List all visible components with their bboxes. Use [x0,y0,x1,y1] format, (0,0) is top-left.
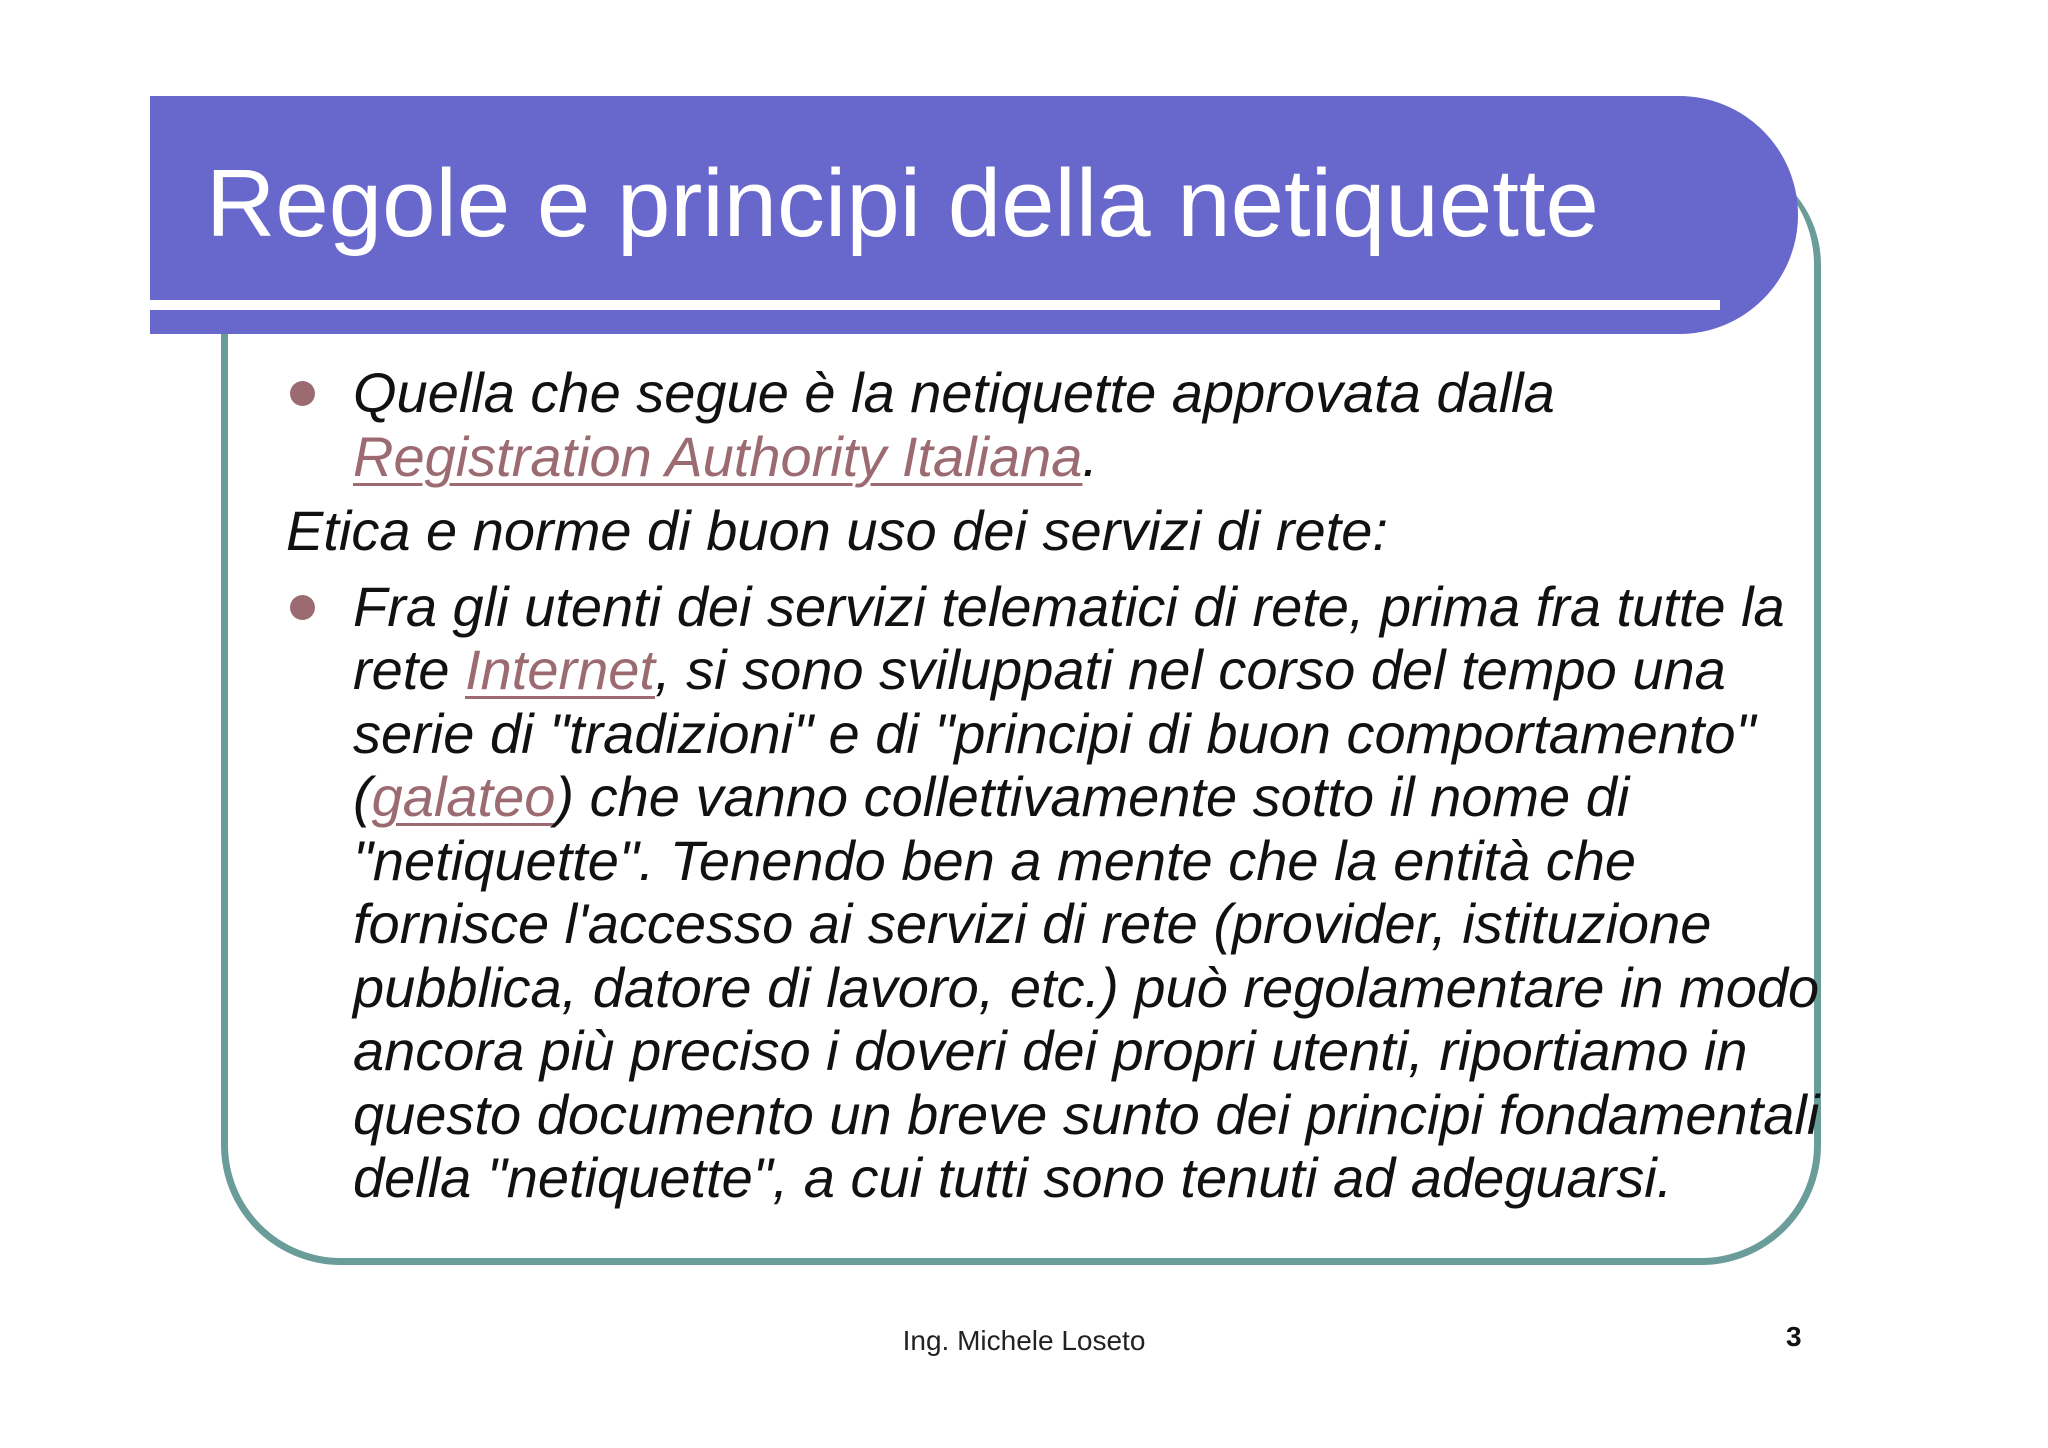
bullet-dot-icon [290,595,315,620]
bullet-text: Quella che segue è la netiquette approvata dalla [353,361,1555,424]
slide-body [286,361,1826,1210]
internet-link[interactable]: Internet [465,638,655,701]
bullet-item [286,361,1826,488]
subheading: Etica e norme di buon uso dei servizi di rete: [286,499,1388,562]
page-number: 3 [1786,1321,1802,1352]
galateo-link[interactable]: galateo [371,765,556,828]
bullet-text: , si sono sviluppati nel corso del tempo una serie di "tradizioni" e di "principi di buon comportamento" ( [353,638,1756,828]
bullet-text: Fra gli utenti dei servizi telematici di rete, prima fra tutte la rete [353,574,1785,701]
footer-author: Ing. Michele Loseto [902,1325,1146,1356]
registration-authority-link[interactable]: Registration Authority Italiana [353,424,1083,488]
title-underline-rule [150,300,1720,310]
slide-title: Regole e principi della netiquette [206,150,1599,257]
bullet-dot-icon [290,381,315,406]
bullet-item [286,575,1826,1210]
bullet-text-end: . [1082,424,1098,488]
bullet-text: ) che vanno collettivamente sotto il nome di "netiquette". Tenendo ben a mente che la entità che fornisce l'accesso ai servizi di rete (provider, istituzione pubblica, datore di lavoro, etc.) può regolamentare in modo ancora più preciso i doveri dei propri utenti, riportiamo in questo documento un breve sunto dei principi fondamentali della "netiquette", a cui tutti sono tenuti ad adeguarsi. [353,765,1820,1209]
